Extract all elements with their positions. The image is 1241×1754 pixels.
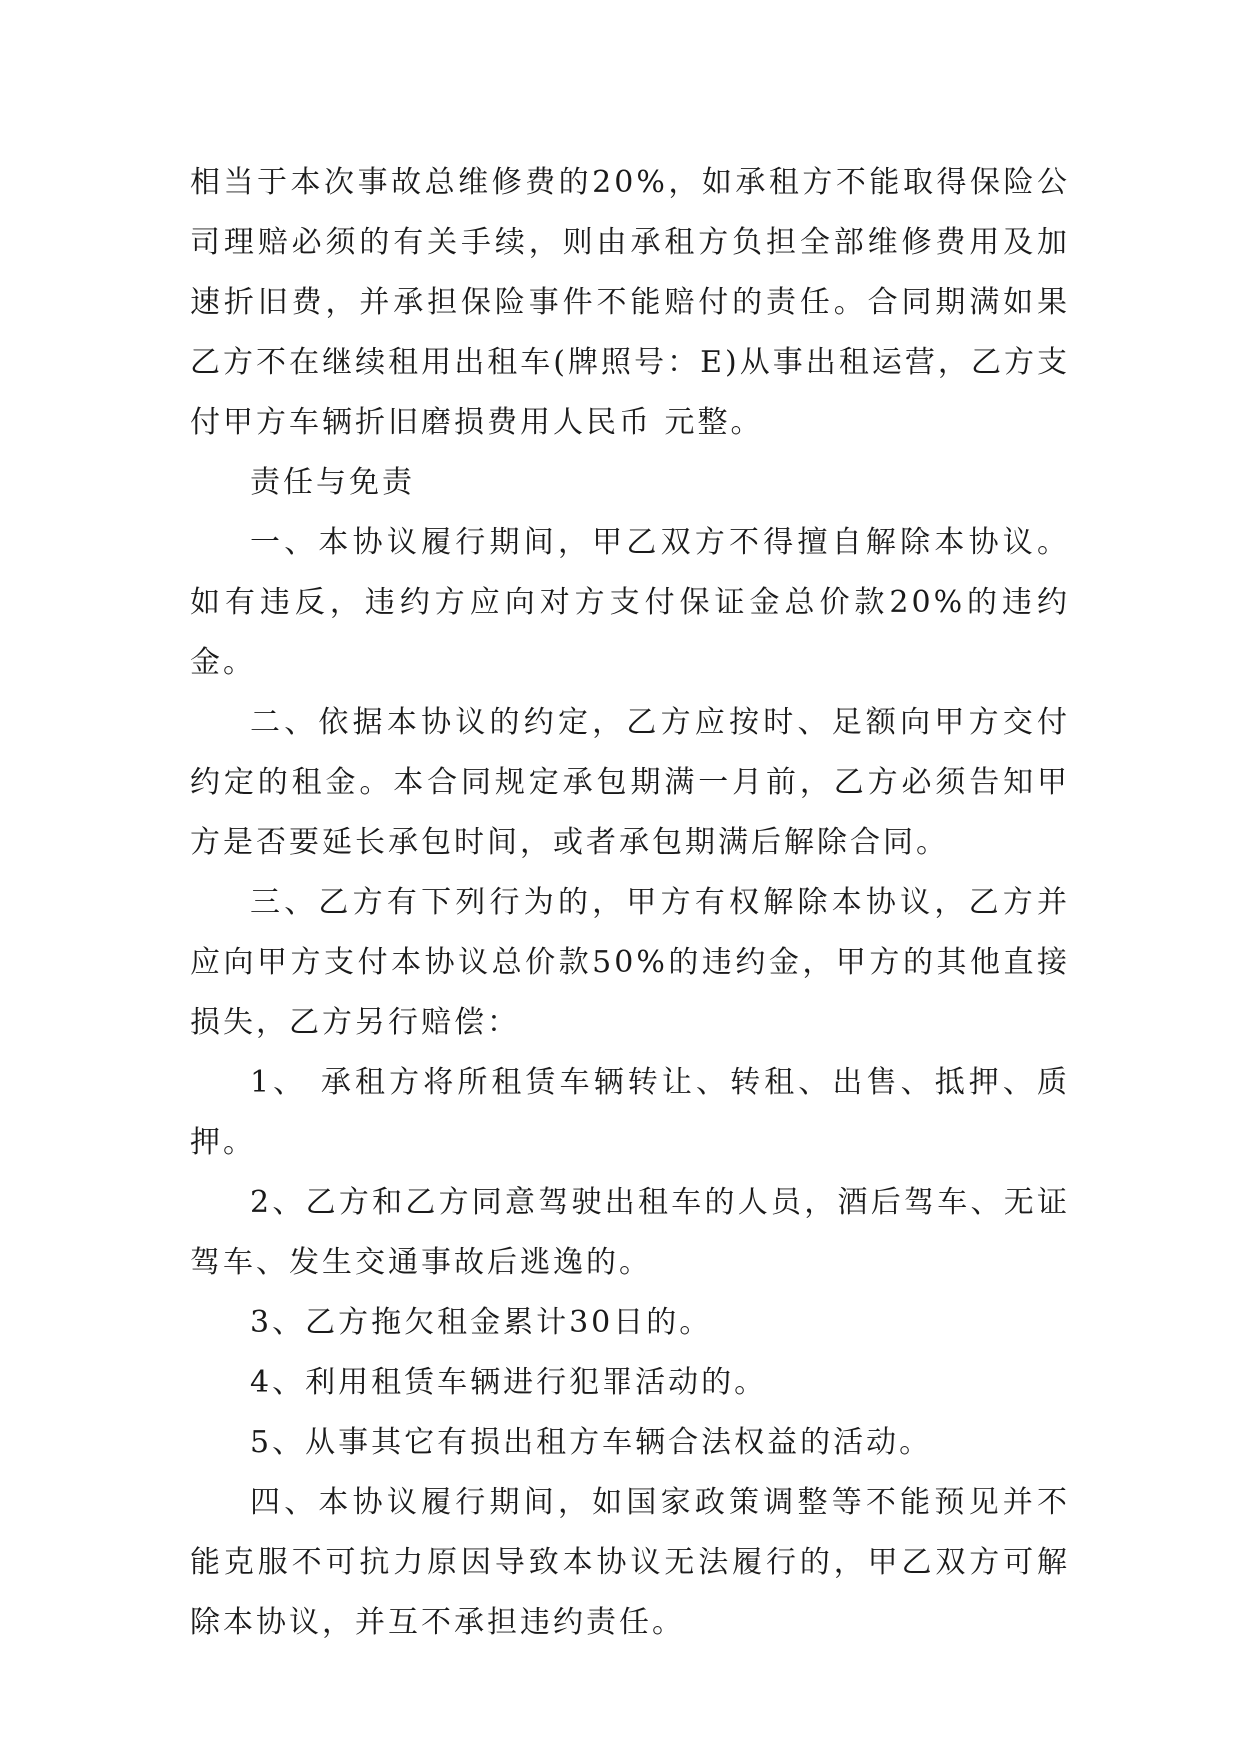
list-item-3: 3、乙方拖欠租金累计30日的。 bbox=[250, 1305, 713, 1340]
list-item-5: 5、从事其它有损出租方车辆合法权益的活动。 bbox=[250, 1425, 933, 1460]
section-heading: 责任与免责 bbox=[250, 465, 415, 500]
paragraph-continuation: 相当于本次事故总维修费的20%，如承租方不能取得保险公司理赔必须的有关手续，则由承租方负担全部维修费用及加速折旧费，并承担保险事件不能赔付的责任。合同期满如果乙方不在继续租用出租车(牌照号：E)从事出租运营，乙方支付甲方车辆折旧磨损费用人民币 元整。 bbox=[190, 165, 1070, 440]
paragraph-clause-4: 四、本协议履行期间，如国家政策调整等不能预见并不能克服不可抗力原因导致本协议无法履行的，甲乙双方可解除本协议，并互不承担违约责任。 bbox=[190, 1485, 1070, 1640]
list-item-2: 2、乙方和乙方同意驾驶出租车的人员，酒后驾车、无证驾车、发生交通事故后逃逸的。 bbox=[190, 1185, 1070, 1280]
list-item-1: 1、 承租方将所租赁车辆转让、转租、出售、抵押、质押。 bbox=[190, 1065, 1070, 1160]
paragraph-clause-3: 三、乙方有下列行为的，甲方有权解除本协议，乙方并应向甲方支付本协议总价款50%的违约金，甲方的其他直接损失，乙方另行赔偿： bbox=[190, 885, 1070, 1040]
paragraph-clause-2: 二、依据本协议的约定，乙方应按时、足额向甲方交付约定的租金。本合同规定承包期满一月前，乙方必须告知甲方是否要延长承包时间，或者承包期满后解除合同。 bbox=[190, 705, 1070, 860]
document-body bbox=[190, 153, 1070, 1653]
list-item-4: 4、利用租赁车辆进行犯罪活动的。 bbox=[250, 1365, 768, 1400]
paragraph-clause-1: 一、本协议履行期间，甲乙双方不得擅自解除本协议。如有违反，违约方应向对方支付保证金总价款20%的违约金。 bbox=[190, 525, 1070, 680]
